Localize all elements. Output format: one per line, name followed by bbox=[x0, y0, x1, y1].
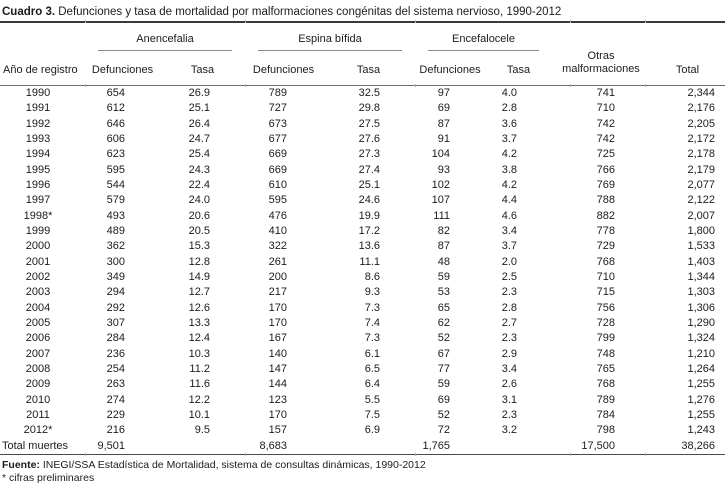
value-cell bbox=[322, 439, 415, 454]
value-cell: 9,501 bbox=[97, 439, 125, 452]
rule-tick bbox=[245, 453, 246, 456]
table-row bbox=[0, 270, 725, 285]
table-row bbox=[0, 408, 725, 423]
value-cell: 274 bbox=[106, 393, 125, 406]
value-cell: 20.6 bbox=[188, 209, 210, 222]
value-cell: 69 bbox=[437, 102, 450, 115]
source-text: INEGI/SSA Estadística de Mortalidad, sistema de consultas dinámicas, 1990-2012 bbox=[39, 458, 426, 471]
value-cell: 1,344 bbox=[687, 270, 715, 283]
rule-top bbox=[0, 21, 725, 23]
rule-tick bbox=[85, 84, 86, 87]
value-cell: 7.5 bbox=[364, 408, 380, 421]
value-cell: 167 bbox=[268, 332, 287, 345]
value-cell: 673 bbox=[268, 117, 287, 130]
total-row-label: Total muertes bbox=[2, 439, 69, 452]
value-cell: 669 bbox=[268, 148, 287, 161]
value-cell: 77 bbox=[437, 362, 450, 375]
value-cell: 91 bbox=[437, 132, 450, 145]
value-cell: 729 bbox=[596, 240, 615, 253]
value-cell: 2.6 bbox=[501, 378, 517, 391]
value-cell: 768 bbox=[596, 378, 615, 391]
value-cell: 32.5 bbox=[358, 87, 380, 99]
year-cell: 2000 bbox=[25, 240, 51, 253]
value-cell: 1,264 bbox=[687, 362, 715, 375]
value-cell: 10.3 bbox=[188, 347, 210, 360]
value-cell: 292 bbox=[106, 301, 125, 314]
value-cell bbox=[485, 439, 552, 454]
table-row bbox=[0, 193, 725, 208]
value-cell: 9.5 bbox=[194, 424, 210, 437]
value-cell: 307 bbox=[106, 316, 125, 329]
value-cell: 882 bbox=[596, 209, 615, 222]
value-cell: 710 bbox=[596, 270, 615, 283]
value-cell: 489 bbox=[106, 224, 125, 237]
value-cell: 544 bbox=[106, 178, 125, 191]
value-cell: 24.0 bbox=[188, 194, 210, 207]
value-cell: 216 bbox=[106, 424, 125, 437]
value-cell: 742 bbox=[596, 132, 615, 145]
table-row bbox=[0, 393, 725, 408]
value-cell: 765 bbox=[596, 362, 615, 375]
table-row bbox=[0, 362, 725, 377]
table-title-text: Defunciones y tasa de mortalidad por malformaciones congénitas del sistema nervioso, 1990-2012 bbox=[55, 6, 562, 18]
value-cell: 9.3 bbox=[364, 286, 380, 299]
value-cell: 27.3 bbox=[358, 148, 380, 161]
column-group-label: Encefalocele bbox=[452, 33, 515, 45]
value-cell: 610 bbox=[268, 178, 287, 191]
value-cell: 254 bbox=[106, 362, 125, 375]
value-cell: 12.2 bbox=[188, 393, 210, 406]
value-cell: 52 bbox=[437, 332, 450, 345]
year-cell: 1995 bbox=[25, 163, 51, 176]
column-header-defunciones: Defunciones bbox=[252, 64, 315, 76]
value-cell: 1,290 bbox=[687, 316, 715, 329]
table-row bbox=[0, 285, 725, 300]
value-cell: 17,500 bbox=[581, 439, 615, 452]
value-cell: 646 bbox=[106, 117, 125, 130]
value-cell: 12.8 bbox=[188, 255, 210, 268]
year-cell: 1992 bbox=[25, 117, 51, 130]
table-row bbox=[0, 86, 725, 101]
year-cell: 2004 bbox=[25, 301, 51, 314]
value-cell: 27.6 bbox=[358, 132, 380, 145]
value-cell: 3.8 bbox=[501, 163, 517, 176]
value-cell: 595 bbox=[106, 163, 125, 176]
value-cell: 2.8 bbox=[501, 102, 517, 115]
value-cell: 62 bbox=[437, 316, 450, 329]
value-cell: 29.8 bbox=[358, 102, 380, 115]
value-cell: 728 bbox=[596, 316, 615, 329]
value-cell: 15.3 bbox=[188, 240, 210, 253]
value-cell: 22.4 bbox=[188, 178, 210, 191]
value-cell: 2.3 bbox=[501, 286, 517, 299]
value-cell: 1,533 bbox=[687, 240, 715, 253]
value-cell: 261 bbox=[268, 255, 287, 268]
value-cell: 17.2 bbox=[358, 224, 380, 237]
value-cell: 2,122 bbox=[687, 194, 715, 207]
value-cell: 38,266 bbox=[681, 439, 715, 452]
value-cell: 65 bbox=[437, 301, 450, 314]
table-title-label: Cuadro 3. bbox=[2, 6, 56, 18]
value-cell: 5.5 bbox=[364, 393, 380, 406]
value-cell: 715 bbox=[596, 286, 615, 299]
value-cell: 1,243 bbox=[687, 424, 715, 437]
value-cell: 3.1 bbox=[501, 393, 517, 406]
rule-tick bbox=[245, 20, 246, 23]
value-cell: 2.9 bbox=[501, 347, 517, 360]
value-cell: 476 bbox=[268, 209, 287, 222]
value-cell: 1,276 bbox=[687, 393, 715, 406]
value-cell: 82 bbox=[437, 224, 450, 237]
value-cell: 93 bbox=[437, 163, 450, 176]
value-cell: 766 bbox=[596, 163, 615, 176]
value-cell: 710 bbox=[596, 102, 615, 115]
value-cell: 25.1 bbox=[358, 178, 380, 191]
value-cell: 53 bbox=[437, 286, 450, 299]
rule-tick bbox=[570, 20, 571, 23]
rule-tick bbox=[415, 84, 416, 87]
preliminary-note: * cifras preliminares bbox=[2, 471, 95, 484]
table-total-row bbox=[0, 439, 725, 454]
column-group-encefalocele bbox=[415, 23, 552, 51]
value-cell: 284 bbox=[106, 332, 125, 345]
column-header-tasa: Tasa bbox=[506, 64, 531, 76]
value-cell: 2.3 bbox=[501, 408, 517, 421]
rule-tick bbox=[570, 453, 571, 456]
value-cell: 3.4 bbox=[501, 224, 517, 237]
value-cell: 1,324 bbox=[687, 332, 715, 345]
value-cell: 102 bbox=[431, 178, 450, 191]
value-cell: 595 bbox=[268, 194, 287, 207]
table-row bbox=[0, 178, 725, 193]
value-cell: 25.4 bbox=[188, 148, 210, 161]
value-cell: 2.0 bbox=[501, 255, 517, 268]
value-cell: 788 bbox=[596, 194, 615, 207]
value-cell: 2,176 bbox=[687, 102, 715, 115]
value-cell: 8.6 bbox=[364, 270, 380, 283]
rule-tick bbox=[645, 84, 646, 87]
value-cell: 20.5 bbox=[188, 224, 210, 237]
value-cell: 170 bbox=[268, 301, 287, 314]
value-cell: 26.9 bbox=[188, 87, 210, 99]
value-cell: 147 bbox=[268, 362, 287, 375]
value-cell: 2.5 bbox=[501, 270, 517, 283]
rule-tick bbox=[415, 453, 416, 456]
value-cell: 24.3 bbox=[188, 163, 210, 176]
value-cell: 789 bbox=[268, 87, 287, 99]
value-cell: 111 bbox=[433, 209, 450, 222]
value-cell: 623 bbox=[106, 148, 125, 161]
value-cell: 144 bbox=[268, 378, 287, 391]
value-cell: 2,178 bbox=[687, 148, 715, 161]
year-cell: 2003 bbox=[25, 286, 51, 299]
value-cell: 19.9 bbox=[358, 209, 380, 222]
value-cell: 87 bbox=[437, 117, 450, 130]
value-cell: 6.1 bbox=[364, 347, 380, 360]
value-cell: 2.8 bbox=[501, 301, 517, 314]
value-cell: 756 bbox=[596, 301, 615, 314]
value-cell: 798 bbox=[596, 424, 615, 437]
value-cell: 669 bbox=[268, 163, 287, 176]
table-row bbox=[0, 377, 725, 392]
value-cell: 140 bbox=[268, 347, 287, 360]
year-cell: 1993 bbox=[25, 132, 51, 145]
column-header-defunciones: Defunciones bbox=[419, 64, 481, 76]
year-cell: 2009 bbox=[25, 378, 51, 391]
column-group-espina-bifida bbox=[245, 23, 415, 51]
value-cell: 789 bbox=[596, 393, 615, 406]
value-cell: 654 bbox=[106, 87, 125, 99]
value-cell: 104 bbox=[431, 148, 450, 161]
value-cell: 4.6 bbox=[501, 209, 517, 222]
value-cell: 97 bbox=[437, 87, 450, 99]
value-cell: 1,255 bbox=[687, 408, 715, 421]
year-cell: 2007 bbox=[25, 347, 51, 360]
group-spanner-rule bbox=[258, 50, 402, 51]
value-cell: 784 bbox=[596, 408, 615, 421]
value-cell: 2,179 bbox=[687, 163, 715, 176]
value-cell: 24.7 bbox=[188, 132, 210, 145]
value-cell: 217 bbox=[268, 286, 287, 299]
value-cell: 677 bbox=[268, 132, 287, 145]
value-cell: 2,007 bbox=[687, 209, 715, 222]
year-cell: 1991 bbox=[25, 102, 51, 115]
year-cell: 1999 bbox=[25, 224, 51, 237]
value-cell: 300 bbox=[106, 255, 125, 268]
value-cell: 4.0 bbox=[501, 87, 517, 99]
column-header-total: Total bbox=[675, 64, 700, 76]
value-cell: 12.4 bbox=[188, 332, 210, 345]
year-cell: 2005 bbox=[25, 316, 51, 329]
table-row bbox=[0, 101, 725, 116]
value-cell: 2.3 bbox=[501, 332, 517, 345]
table-row bbox=[0, 316, 725, 331]
value-cell: 8,683 bbox=[259, 439, 287, 452]
year-cell: 2008 bbox=[25, 362, 51, 375]
group-spanner-rule bbox=[98, 50, 232, 51]
column-header-tasa: Tasa bbox=[356, 64, 381, 76]
value-cell: 24.6 bbox=[358, 194, 380, 207]
value-cell: 3.7 bbox=[501, 132, 517, 145]
value-cell: 1,800 bbox=[687, 224, 715, 237]
year-cell: 1996 bbox=[25, 178, 51, 191]
year-cell: 1998* bbox=[23, 209, 53, 222]
table-row bbox=[0, 209, 725, 224]
value-cell: 3.7 bbox=[501, 240, 517, 253]
table-row bbox=[0, 301, 725, 316]
value-cell: 3.2 bbox=[501, 424, 517, 437]
value-cell: 1,306 bbox=[687, 301, 715, 314]
rule-tick bbox=[645, 453, 646, 456]
value-cell: 1,303 bbox=[687, 286, 715, 299]
value-cell: 748 bbox=[596, 347, 615, 360]
value-cell: 322 bbox=[268, 240, 287, 253]
rule-tick bbox=[645, 20, 646, 23]
value-cell: 229 bbox=[106, 408, 125, 421]
value-cell: 7.3 bbox=[364, 301, 380, 314]
value-cell: 362 bbox=[106, 240, 125, 253]
value-cell: 7.3 bbox=[364, 332, 380, 345]
year-cell: 1990 bbox=[25, 87, 51, 99]
column-group-anencefalia bbox=[85, 23, 245, 51]
value-cell: 157 bbox=[268, 424, 287, 437]
value-cell: 87 bbox=[437, 240, 450, 253]
table-row bbox=[0, 423, 725, 438]
value-cell: 742 bbox=[596, 117, 615, 130]
rule-tick bbox=[415, 20, 416, 23]
column-header-otras-malformaciones: Otras malformaciones bbox=[562, 50, 640, 75]
value-cell: 25.1 bbox=[188, 102, 210, 115]
value-cell: 48 bbox=[437, 255, 450, 268]
value-cell: 13.6 bbox=[358, 240, 380, 253]
value-cell: 612 bbox=[106, 102, 125, 115]
value-cell: 778 bbox=[596, 224, 615, 237]
value-cell: 7.4 bbox=[364, 316, 380, 329]
year-cell: 2006 bbox=[25, 332, 51, 345]
value-cell: 14.9 bbox=[188, 270, 210, 283]
table-body bbox=[0, 86, 725, 454]
value-cell bbox=[160, 439, 245, 454]
table-row bbox=[0, 147, 725, 162]
table-row bbox=[0, 163, 725, 178]
value-cell: 768 bbox=[596, 255, 615, 268]
table-footer bbox=[0, 455, 725, 485]
value-cell: 12.6 bbox=[188, 301, 210, 314]
value-cell: 725 bbox=[596, 148, 615, 161]
table-row bbox=[0, 255, 725, 270]
rule-tick bbox=[245, 84, 246, 87]
value-cell: 200 bbox=[268, 270, 287, 283]
table-row bbox=[0, 347, 725, 362]
value-cell: 1,210 bbox=[687, 347, 715, 360]
table-title bbox=[0, 0, 725, 21]
year-cell: 2002 bbox=[25, 270, 51, 283]
year-cell: 1994 bbox=[25, 148, 51, 161]
source-note bbox=[2, 459, 723, 472]
value-cell: 107 bbox=[431, 194, 450, 207]
value-cell: 6.5 bbox=[364, 362, 380, 375]
table-row bbox=[0, 224, 725, 239]
value-cell: 2,172 bbox=[687, 132, 715, 145]
value-cell: 170 bbox=[268, 408, 287, 421]
value-cell: 727 bbox=[268, 102, 287, 115]
value-cell: 769 bbox=[596, 178, 615, 191]
value-cell: 606 bbox=[106, 132, 125, 145]
group-spanner-rule bbox=[428, 50, 539, 51]
value-cell: 3.4 bbox=[501, 362, 517, 375]
value-cell: 493 bbox=[106, 209, 125, 222]
value-cell: 1,403 bbox=[687, 255, 715, 268]
year-cell: 2012* bbox=[23, 424, 53, 437]
value-cell: 59 bbox=[437, 378, 450, 391]
value-cell: 6.4 bbox=[364, 378, 380, 391]
value-cell: 579 bbox=[106, 194, 125, 207]
rule-bottom bbox=[0, 454, 725, 455]
value-cell: 410 bbox=[268, 224, 287, 237]
rule-tick bbox=[85, 453, 86, 456]
column-group-label: Espina bífida bbox=[298, 33, 362, 45]
table-row bbox=[0, 132, 725, 147]
value-cell: 11.2 bbox=[189, 362, 210, 375]
value-cell: 26.4 bbox=[188, 117, 210, 130]
value-cell: 2,344 bbox=[687, 87, 715, 99]
value-cell: 13.3 bbox=[188, 316, 210, 329]
value-cell: 11.1 bbox=[359, 255, 380, 268]
value-cell: 799 bbox=[596, 332, 615, 345]
rule-tick bbox=[85, 20, 86, 23]
value-cell: 236 bbox=[106, 347, 125, 360]
column-header-tasa: Tasa bbox=[190, 64, 215, 76]
year-cell: 2011 bbox=[26, 408, 50, 421]
year-cell: 2001 bbox=[25, 255, 51, 268]
value-cell: 4.2 bbox=[501, 148, 517, 161]
value-cell: 52 bbox=[437, 408, 450, 421]
value-cell: 1,255 bbox=[687, 378, 715, 391]
value-cell: 6.9 bbox=[364, 424, 380, 437]
value-cell: 67 bbox=[437, 347, 450, 360]
value-cell: 27.4 bbox=[358, 163, 380, 176]
year-cell: 2010 bbox=[25, 393, 51, 406]
value-cell: 2,205 bbox=[687, 117, 715, 130]
value-cell: 263 bbox=[106, 378, 125, 391]
value-cell: 1,765 bbox=[422, 439, 450, 452]
value-cell: 4.2 bbox=[501, 178, 517, 191]
rule-header-bottom bbox=[0, 85, 725, 86]
column-header-defunciones: Defunciones bbox=[91, 64, 154, 76]
table-row bbox=[0, 117, 725, 132]
table-header bbox=[0, 23, 725, 85]
value-cell: 170 bbox=[268, 316, 287, 329]
table-row bbox=[0, 239, 725, 254]
value-cell: 10.1 bbox=[188, 408, 210, 421]
rule-tick bbox=[570, 84, 571, 87]
column-header-year: Año de registro bbox=[3, 64, 78, 76]
value-cell: 12.7 bbox=[188, 286, 210, 299]
table-row bbox=[0, 331, 725, 346]
value-cell: 741 bbox=[596, 87, 615, 99]
value-cell: 72 bbox=[437, 424, 450, 437]
value-cell: 2,077 bbox=[687, 178, 715, 191]
value-cell: 11.6 bbox=[189, 378, 210, 391]
value-cell: 59 bbox=[437, 270, 450, 283]
value-cell: 2.7 bbox=[501, 316, 517, 329]
value-cell: 3.6 bbox=[501, 117, 517, 130]
value-cell: 69 bbox=[437, 393, 450, 406]
column-group-label: Anencefalia bbox=[136, 33, 194, 45]
value-cell: 123 bbox=[268, 393, 287, 406]
value-cell: 294 bbox=[106, 286, 125, 299]
source-label: Fuente: bbox=[2, 458, 40, 471]
year-cell: 1997 bbox=[25, 194, 51, 207]
value-cell: 349 bbox=[106, 270, 125, 283]
value-cell: 27.5 bbox=[358, 117, 380, 130]
value-cell: 4.4 bbox=[501, 194, 517, 207]
